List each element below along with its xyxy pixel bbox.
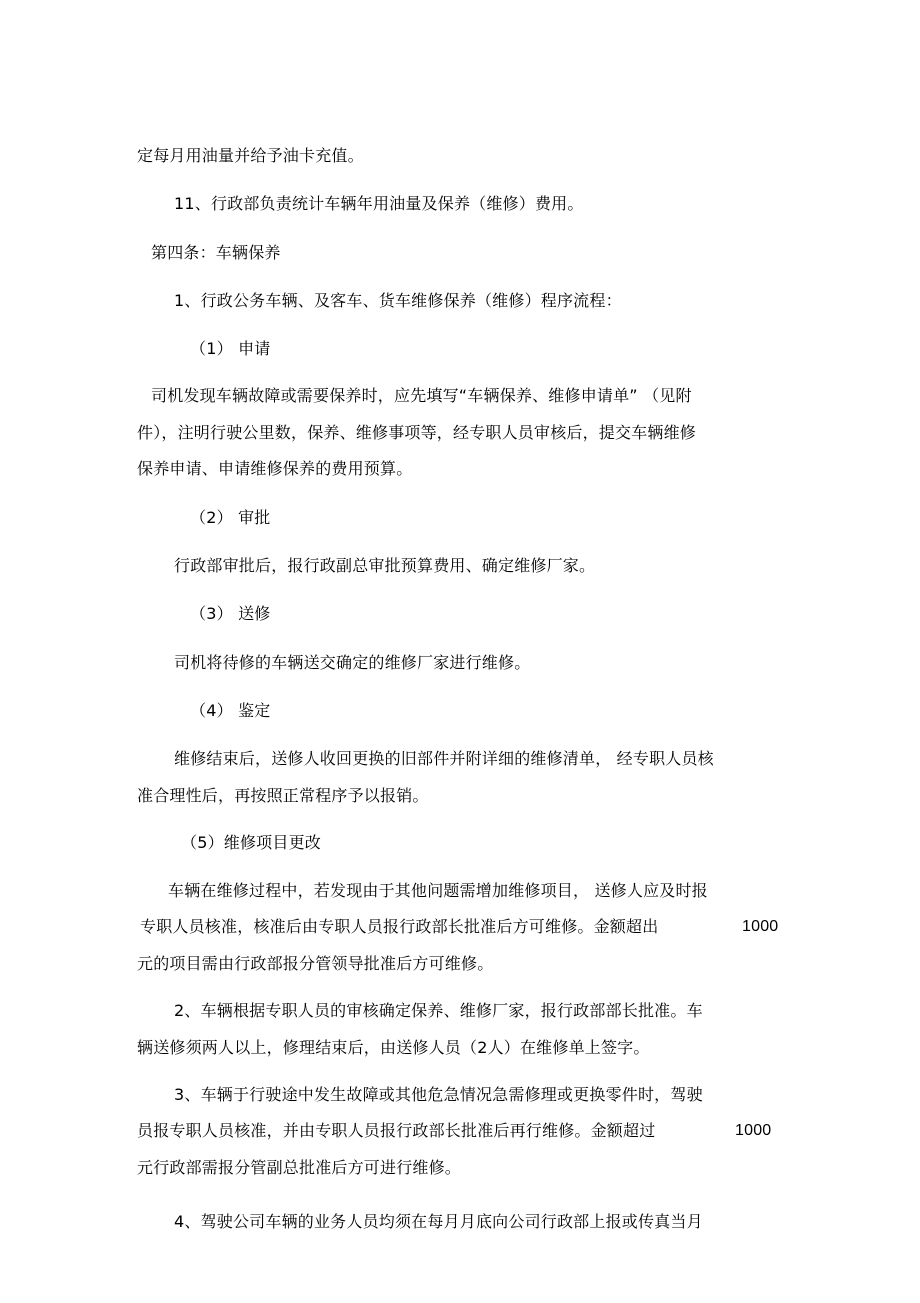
- text-line-7: 件），注明行驶公里数，保养、维修事项等，经专职人员审核后，提交车辆维修: [137, 423, 697, 442]
- text-line-22: 3、车辆于行驶途中发生故障或其他危急情况急需修理或更换零件时，驾驶: [174, 1085, 703, 1104]
- text-line-15: 准合理性后，再按照正常程序予以报销。: [137, 786, 429, 805]
- step-heading-approve: （2） 审批: [190, 508, 271, 527]
- text-line-17: 车辆在维修过程中，若发现由于其他问题需增加维修项目， 送修人应及时报: [168, 881, 708, 900]
- text-line-19: 元的项目需由行政部报分管领导批准后方可维修。: [137, 954, 494, 973]
- text-line-12: 司机将待修的车辆送交确定的维修厂家进行维修。: [174, 653, 531, 672]
- text-line-14: 维修结束后，送修人收回更换的旧部件并附详细的维修清单， 经专职人员核: [174, 749, 714, 768]
- text-line-6: 司机发现车辆故障或需要保养时，应先填写“车辆保养、维修申请单” （见附: [151, 386, 692, 405]
- text-line-23: 员报专职人员核准，并由专职人员报行政部长批准后再行维修。金额超过: [137, 1121, 656, 1140]
- amount-1000-b: 1000: [735, 1122, 772, 1139]
- step-heading-change: （5）维修项目更改: [181, 833, 321, 852]
- text-line-24: 元行政部需报分管副总批准后方可进行维修。: [137, 1158, 462, 1177]
- text-line-20: 2、车辆根据专职人员的审核确定保养、维修厂家，报行政部部长批准。车: [174, 1001, 703, 1020]
- text-line-8: 保养申请、申请维修保养的费用预算。: [137, 459, 413, 478]
- step-heading-send: （3） 送修: [190, 604, 271, 623]
- text-line-2: 11、行政部负责统计车辆年用油量及保养（维修）费用。: [174, 194, 584, 213]
- text-line-21: 辆送修须两人以上，修理结束后，由送修人员（2人）在维修单上签字。: [137, 1038, 650, 1057]
- text-line-25: 4、驾驶公司车辆的业务人员均须在每月月底向公司行政部上报或传真当月: [174, 1212, 703, 1231]
- text-line-18: 专职人员核准，核准后由专职人员报行政部长批准后方可维修。金额超出: [140, 917, 659, 936]
- article-heading: 第四条：车辆保养: [151, 243, 281, 262]
- step-heading-apply: （1） 申请: [190, 339, 271, 358]
- text-line-10: 行政部审批后，报行政副总审批预算费用、确定维修厂家。: [174, 556, 596, 575]
- amount-1000-a: 1000: [742, 918, 779, 935]
- step-heading-verify: （4） 鉴定: [190, 701, 271, 720]
- text-line-4: 1、行政公务车辆、及客车、货车维修保养（维修）程序流程：: [174, 291, 622, 310]
- text-line-1: 定每月用油量并给予油卡充值。: [137, 146, 364, 165]
